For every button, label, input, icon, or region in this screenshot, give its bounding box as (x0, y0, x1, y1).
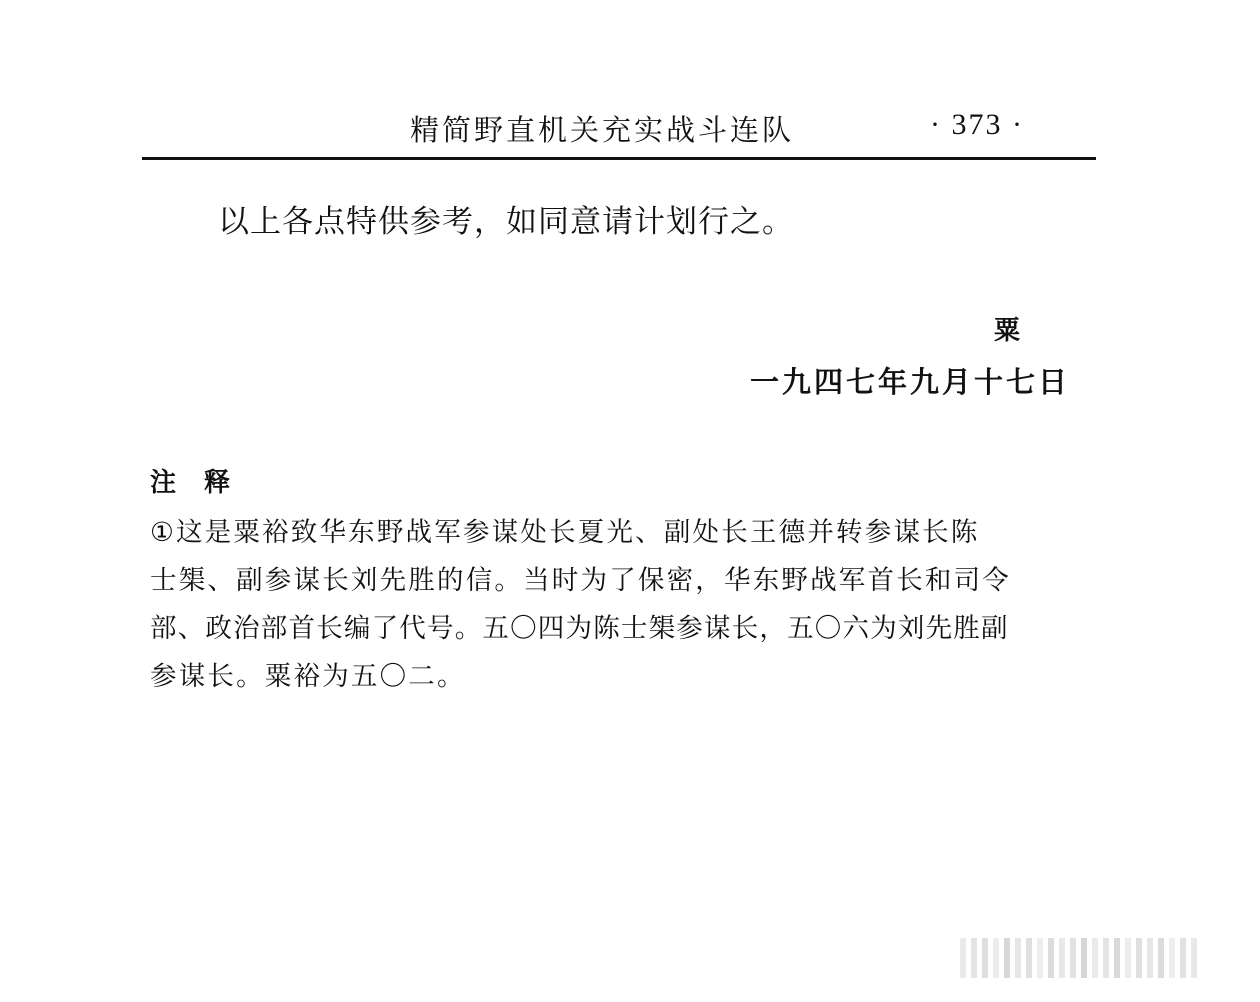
closing-sentence: 以上各点特供参考，如同意请计划行之。 (218, 204, 794, 240)
header-rule (142, 157, 1096, 160)
note-line: 参谋长。粟裕为五〇二。 (150, 661, 466, 692)
note-line: 部、政治部首长编了代号。五〇四为陈士榘参谋长，五〇六为刘先胜副 (150, 613, 1009, 644)
signature: 粟 (994, 316, 1021, 346)
letter-date: 一九四七年九月十七日 (750, 365, 1071, 399)
note-line: ①这是粟裕致华东野战军参谋处长夏光、副处长王德并转参谋长陈 (150, 517, 980, 548)
watermark-barcode (960, 938, 1202, 978)
page-number: · 373 · (930, 108, 1024, 141)
notes-heading: 注 释 (150, 468, 232, 498)
running-header-title: 精简野直机关充实战斗连队 (410, 113, 795, 147)
note-line: 士榘、副参谋长刘先胜的信。当时为了保密，华东野战军首长和司令 (150, 565, 1011, 596)
